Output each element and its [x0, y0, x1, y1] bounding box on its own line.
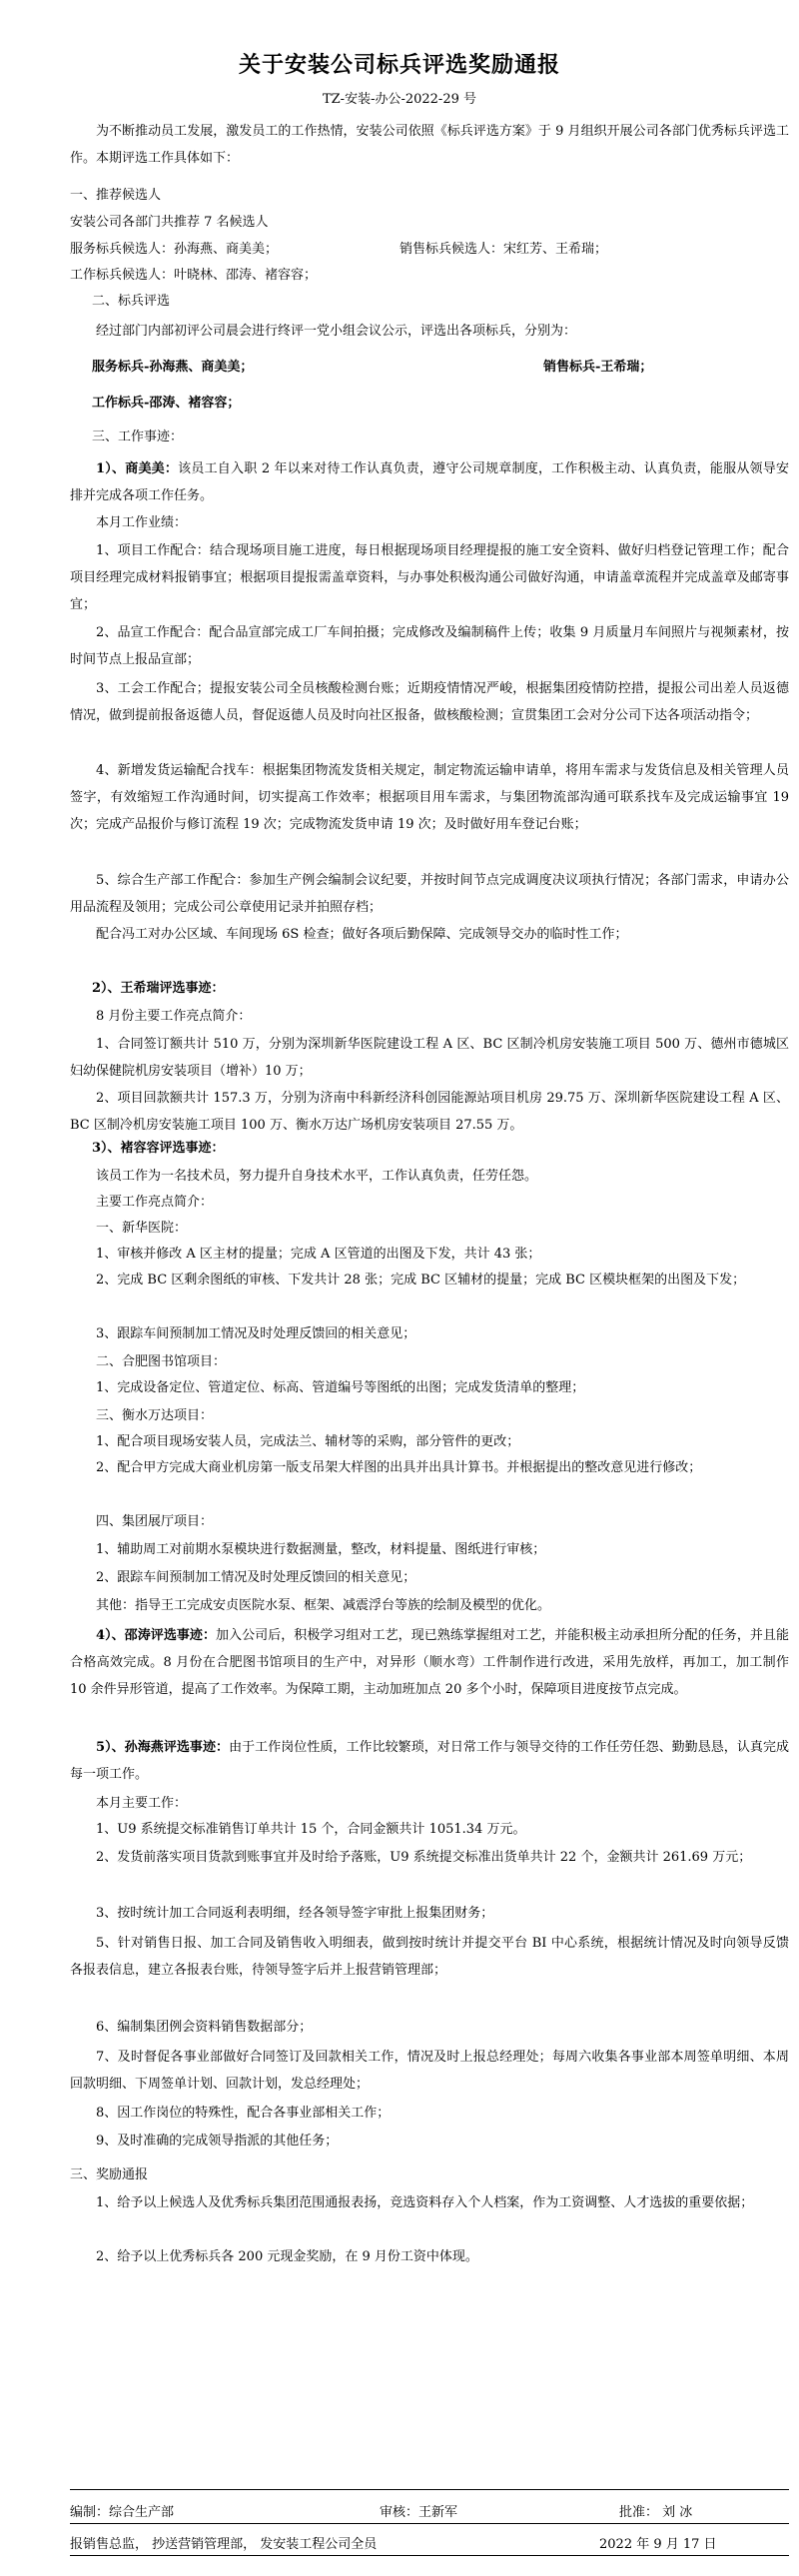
footer-bottom-rule [70, 2555, 789, 2556]
sun-haiyan-paragraph [70, 1734, 789, 1788]
chu-line-6: 3、跟踪车间预制加工情况及时处理反馈回的相关意见； [96, 1326, 416, 1341]
section-3-heading: 三、工作事迹： [92, 429, 184, 444]
shang-meimei-text: 该员工自入职 2 年以来对待工作认真负责，遵守公司规章制度，工作积极主动、认真负责，能服从领导安排并完成各项工作任务。 [70, 461, 789, 503]
sun-haiyan-text: 由于工作岗位性质，工作比较繁琐，对日常工作与领导交待的工作任劳任怨、勤勤恳恳，认真完成每一项工作。 [70, 1740, 789, 1782]
chu-line-15: 其他：指导王工完成安贞医院水泵、框架、减震浮台等族的绘制及模型的优化。 [96, 1598, 551, 1613]
footer-date: 2022 年 9 月 17 日 [599, 2537, 717, 2552]
shang-meimei-month-label: 本月工作业绩： [96, 515, 188, 530]
wang-xirui-title: 2）、王希瑞评选事迹： [92, 981, 225, 996]
chu-rongrong-title: 3）、褚容容评选事迹： [92, 1141, 225, 1156]
sun-month-label: 本月主要工作： [96, 1796, 188, 1811]
work-winners: 工作标兵-邵涛、褚容容； [92, 396, 241, 411]
document-number: TZ-安装-办公-2022-29 号 [322, 92, 477, 107]
document-title: 关于安装公司标兵评选奖励通报 [238, 53, 560, 78]
intro-paragraph: 为不断推动员工发展，激发员工的工作热情，安装公司依照《标兵评选方案》于 9 月组织开展公司各部门优秀标兵评选工作。本期评选工作具体如下： [70, 124, 789, 166]
footer-top-rule [70, 2489, 789, 2490]
chu-line-14: 2、跟踪车间预制加工情况及时处理反馈回的相关意见； [96, 1570, 416, 1585]
wang-line-2: 1、合同签订额共计 510 万，分别为深圳新华医院建设工程 A 区、BC 区制冷机房安装施工项目 500 万、德州市德城区妇幼保健院机房安装项目（增补）10 万； [70, 1037, 789, 1079]
footer-editor: 编制：综合生产部 [70, 2505, 175, 2520]
sun-haiyan-title: 5）、孙海燕评选事迹： [96, 1740, 230, 1755]
sun-item-7: 8、因工作岗位的特殊性，配合各事业部相关工作； [96, 2106, 391, 2121]
footer-approver: 批准： 刘 冰 [619, 2505, 693, 2520]
selection-paragraph: 经过部门内部初评公司晨会进行终评一党小组会议公示，评选出各项标兵，分别为： [96, 324, 577, 339]
wang-line-3: 2、项目回款额共计 157.3 万，分别为济南中科新经济科创园能源站项目机房 29.75 万、深圳新华医院建设工程 A 区、BC 区制冷机房安装施工项目 100 万、衡水万达广场机房安装项目 27.55 万。 [70, 1091, 789, 1133]
section-4-heading: 三、奖励通报 [70, 2167, 149, 2182]
chu-line-2: 主要工作亮点简介： [96, 1195, 214, 1210]
sun-item-2: 2、发货前落实项目货款到账事宜并及时给予落账，U9 系统提交标准出货单共计 22 个，金额共计 261.69 万元； [96, 1850, 752, 1865]
candidate-count: 安装公司各部门共推荐 7 名候选人 [70, 215, 269, 230]
shang-item-4: 4、新增发货运输配合找车：根据集团物流发货相关规定，制定物流运输申请单，将用车需求与发货信息及相关管理人员签字，有效缩短工作沟通时间，切实提高工作效率；根据项目用车需求，与集团物流部沟通可联系找车及完成运输事宜 19 次；完成产品报价与修订流程 19 次；完成物流发货申请 19 次；及时做好用车登记台账； [70, 763, 789, 832]
section-1-heading: 一、推荐候选人 [70, 188, 162, 203]
footer-reviewer: 审核：王新军 [380, 2505, 458, 2520]
shang-meimei-paragraph [70, 455, 789, 509]
chu-line-7: 二、合肥图书馆项目： [96, 1354, 227, 1369]
sun-item-4: 5、针对销售日报、加工合同及销售收入明细表，做到按时统计并提交平台 BI 中心系统，根据统计情况及时向领导反馈各报表信息，建立各报表台账，待领导签字后并上报营销管理部； [70, 1936, 789, 1978]
chu-line-12: 四、集团展厅项目： [96, 1514, 214, 1529]
shang-item-3: 3、工会工作配合；提报安装公司全员核酸检测台账；近期疫情情况严峻，根据集团疫情防控措，提报公司出差人员返德情况，做到提前报备返德人员，督促返德人员及时向社区报备，做核酸检测；宣贯集团工会对分公司下达各项活动指令； [70, 681, 789, 723]
shao-tao-text: 加入公司后，积极学习组对工艺，现已熟练掌握组对工艺，并能积极主动承担所分配的任务，并且能合格高效完成。8 月份在合肥图书馆项目的生产中，对异形（顺水弯）工件制作进行改进，采用先放样，再加工，加工制作 10 余件异形管道，提高了工作效率。为保障工期，主动加班加点 20 多个小时，保障项目进度按节点完成。 [70, 1628, 789, 1697]
wang-line-1: 8 月份主要工作亮点简介： [96, 1009, 252, 1024]
shang-item-1: 1、项目工作配合：结合现场项目施工进度，每日根据现场项目经理提报的施工安全资料、做好归档登记管理工作；配合项目经理完成材料报销事宜；根据项目提报需盖章资料，与办事处积极沟通公司做好沟通，申请盖章流程并完成盖章及邮寄事宜； [70, 543, 789, 612]
section-2-heading: 二、标兵评选 [92, 294, 171, 309]
shao-tao-title: 4）、邵涛评选事迹： [96, 1628, 217, 1643]
service-winners: 服务标兵-孙海燕、商美美； [92, 360, 254, 375]
shao-tao-paragraph [70, 1622, 789, 1703]
chu-line-4: 1、审核并修改 A 区主材的提量；完成 A 区管道的出图及下发，共计 43 张； [96, 1247, 541, 1262]
sales-candidates: 销售标兵候选人：宋红芳、王希瑞； [400, 242, 608, 257]
chu-line-8: 1、完成设备定位、管道定位、标高、管道编号等图纸的出图；完成发货清单的整理； [96, 1380, 585, 1395]
shang-item-6: 配合冯工对办公区域、车间现场 6S 检查；做好各项后勤保障、完成领导交办的临时性工作； [96, 927, 628, 942]
shang-meimei-title: 1）、商美美： [96, 461, 179, 476]
sun-item-1: 1、U9 系统提交标准销售订单共计 15 个，合同金额共计 1051.34 万元。 [96, 1822, 526, 1837]
chu-line-10: 1、配合项目现场安装人员，完成法兰、辅材等的采购，部分管件的更改； [96, 1434, 520, 1449]
footer-middle-rule [70, 2523, 789, 2524]
chu-line-5: 2、完成 BC 区剩余图纸的审核、下发共计 28 张；完成 BC 区辅材的提量；完成 BC 区模块框架的出图及下发； [96, 1273, 746, 1288]
chu-line-13: 1、辅助周工对前期水泵模块进行数据测量，整改，材料提量、图纸进行审核； [96, 1542, 546, 1557]
shang-item-5: 5、综合生产部工作配合：参加生产例会编制会议纪要，并按时间节点完成调度决议项执行情况；各部门需求，申请办公用品流程及领用；完成公司公章使用记录并拍照存档； [70, 873, 789, 915]
sun-item-3: 3、按时统计加工合同返利表明细，经各领导签字审批上报集团财务； [96, 1906, 494, 1921]
sun-item-5: 6、编制集团例会资料销售数据部分； [96, 2020, 313, 2035]
footer-distribution: 报销售总监， 抄送营销管理部， 发安装工程公司全员 [70, 2537, 378, 2552]
sales-winners: 销售标兵-王希瑞； [543, 360, 653, 375]
sun-item-8: 9、及时准确的完成领导指派的其他任务； [96, 2134, 339, 2148]
sun-item-6: 7、及时督促各事业部做好合同签订及回款相关工作，情况及时上报总经理处；每周六收集各事业部本周签单明细、本周回款明细、下周签单计划、回款计划，发总经理处； [70, 2050, 789, 2092]
chu-line-1: 该员工作为一名技术员，努力提升自身技术水平，工作认真负责，任劳任怨。 [96, 1169, 538, 1184]
reward-item-1: 1、给予以上候选人及优秀标兵集团范围通报表扬，竞选资料存入个人档案，作为工资调整、人才选拔的重要依据； [96, 2195, 754, 2210]
reward-item-2: 2、给予以上优秀标兵各 200 元现金奖励，在 9 月份工资中体现。 [96, 2249, 478, 2264]
chu-line-3: 一、新华医院： [96, 1221, 188, 1236]
chu-line-11: 2、配合甲方完成大商业机房第一版支吊架大样图的出具并出具计算书。并根据提出的整改意见进行修改； [96, 1460, 702, 1475]
shang-item-2: 2、品宣工作配合：配合品宣部完成工厂车间拍摄；完成修改及编制稿件上传；收集 9 月质量月车间照片与视频素材，按时间节点上报品宣部； [70, 625, 789, 667]
work-candidates: 工作标兵候选人：叶晓林、邵涛、褚容容； [70, 268, 318, 283]
service-candidates: 服务标兵候选人：孙海燕、商美美； [70, 242, 279, 257]
chu-line-9: 三、衡水万达项目： [96, 1408, 214, 1423]
